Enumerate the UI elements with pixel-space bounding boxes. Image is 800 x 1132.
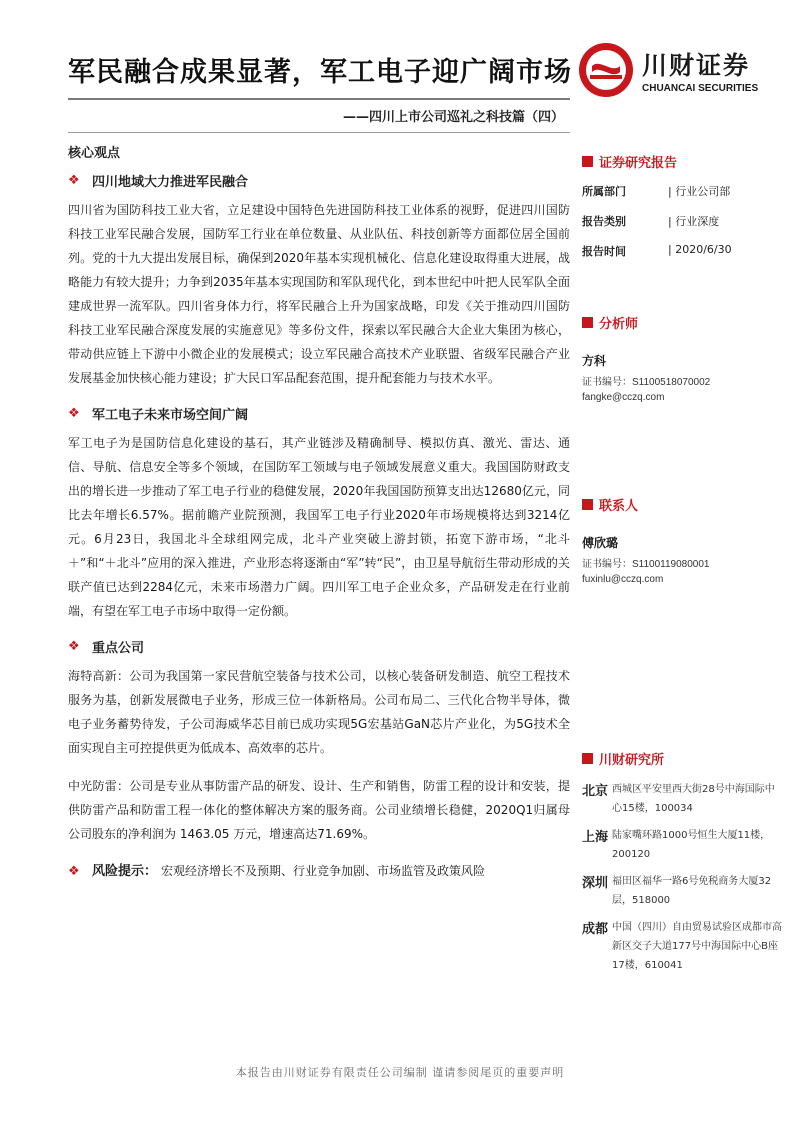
analyst-name: 方科 (582, 354, 607, 368)
contact-email[interactable]: fuxinlu@cczq.com (582, 574, 664, 585)
contact-heading: 联系人 (582, 495, 782, 514)
office-beijing: 北京 西城区平安里西大街28号中海国际中心15楼，100034 (582, 784, 775, 814)
analyst-cert: 证书编号：S1100518070002 (582, 377, 711, 388)
report-title: 军民融合成果显著，军工电子迎广阔市场 (68, 57, 572, 88)
analyst-heading: 分析师 (582, 313, 782, 332)
section-title: 军工电子未来市场空间广阔 (92, 408, 249, 423)
square-bullet-icon (582, 753, 593, 764)
logo-name-cn: 川财证券 (642, 51, 751, 80)
section-header (68, 404, 570, 423)
subtitle-rule (68, 132, 570, 133)
company-logo (578, 42, 768, 102)
section-paragraph: 中光防雷：公司是专业从事防雷产品的研发、设计、生产和销售，防雷工程的设计和安装，提供防雷产品和防雷工程一体化的整体解决方案的服务商。公司业绩增长稳健，2020Q1归属母公司股东的净利润为 1463.05 万元，增速高达71.69%。 (68, 779, 570, 841)
section-title: 重点公司 (92, 641, 145, 656)
risk-text: 宏观经济增长不及预期、行业竞争加剧、市场监管及政策风险 (161, 864, 486, 878)
section-paragraph: 四川省为国防科技工业大省，立足建设中国特色先进国防科技工业体系的视野，促进四川国防科技工业军民融合发展，国防军工行业在单位数量、从业队伍、科技创新等方面都位居全国前列。党的十九大提出发展目标，确保到2020年基本实现机械化、信息化建设取得重大进展，战略能力有较大提升；力争到2035年基本实现国防和军队现代化，到本世纪中叶把人民军队全面建成世界一流军队。四川省身体力行，将军民融合上升为国家战略，印发《关于推动四川国防科技工业军民融合深度发展的实施意见》等多份文件，探索以军民融合大企业大集团为核心，带动供应链上下游中小微企业的发展模式；设立军民融合高技术产业联盟、省级军民融合产业发展基金加快核心能力建设；扩大民口军品配套范围，提升配套能力与技术水平。 (68, 203, 570, 385)
section-title: 四川地域大力推进军民融合 (92, 175, 249, 190)
diamond-bullet-icon: ❖ (68, 173, 80, 188)
report-info-heading: 证券研究报告 (582, 152, 782, 171)
report-subtitle: ——四川上市公司巡礼之科技篇（四） (342, 110, 564, 125)
risk-label: 风险提示： (92, 864, 158, 879)
core-view-heading: 核心观点 (68, 146, 121, 161)
risk-warning (68, 860, 570, 879)
office-chengdu: 成都 中国（四川）自由贸易试验区成都市高新区交子大道177号中海国际中心B座17楼，610041 (582, 922, 782, 971)
section-header (68, 171, 570, 190)
diamond-bullet-icon: ❖ (68, 864, 80, 879)
meta-row-date: 报告时间 | 2020/6/30 (582, 243, 732, 258)
diamond-bullet-icon: ❖ (68, 639, 80, 654)
title-rule (68, 98, 570, 100)
square-bullet-icon (582, 499, 593, 510)
sidebar (582, 152, 782, 983)
section-header (68, 637, 570, 656)
analyst-email[interactable]: fangke@cczq.com (582, 392, 665, 403)
main-content (68, 142, 570, 879)
diamond-bullet-icon: ❖ (68, 406, 80, 421)
square-bullet-icon (582, 156, 593, 167)
contact-cert: 证书编号：S1100119080001 (582, 559, 710, 570)
section-paragraph: 军工电子为是国防信息化建设的基石，其产业链涉及精确制导、模拟仿真、激光、雷达、通信、导航、信息安全等多个领域，在国防军工领域与电子领域发展意义重大。我国国防财政支出的增长进一步推动了军工电子行业的稳健发展，2020年我国国防预算支出达12680亿元，同比去年增长6.57%。据前瞻产业院预测，我国军工电子行业2020年市场规模将达到3214亿元。6月23日，我国北斗全球组网完成，北斗产业突破上游封锁，拓宽下游市场，“北斗＋”和“＋北斗”应用的深入推进，产业形态将逐渐由“军”转“民”，由卫星导航衍生带动形成的关联产值已达到2284亿元，未来市场潜力广阔。四川军工电子企业众多，产品研发走在行业前端，有望在军工电子市场中取得一定份额。 (68, 436, 570, 618)
institute-heading: 川财研究所 (582, 749, 782, 768)
office-shenzhen: 深圳 福田区福华一路6号免税商务大厦32层，518000 (582, 876, 772, 906)
page-footer: 本报告由川财证券有限责任公司编制 谨请参阅尾页的重要声明 (235, 1066, 565, 1079)
meta-row-category: 报告类别 | 行业深度 (582, 215, 720, 228)
contact-name: 傅欣璐 (582, 536, 619, 550)
meta-row-department: 所属部门 | 行业公司部 (582, 185, 731, 198)
section-paragraph: 海特高新：公司为我国第一家民营航空装备与技术公司，以核心装备研发制造、航空工程技术服务为基，创新发展微电子业务，形成三位一体新格局。公司布局二、三代化合物半导体，微电子业务蓄势待发，子公司海威华芯目前已成功实现5G宏基站GaN芯片产业化，为5G技术全面实现自主可控提供更为低成本、高效率的芯片。 (68, 669, 570, 755)
square-bullet-icon (582, 317, 593, 328)
office-shanghai: 上海 陆家嘴环路1000号恒生大厦11楼，200120 (582, 830, 771, 860)
logo-name-en: CHUANCAI SECURITIES (642, 83, 759, 94)
chuancai-logo-icon (578, 42, 634, 98)
